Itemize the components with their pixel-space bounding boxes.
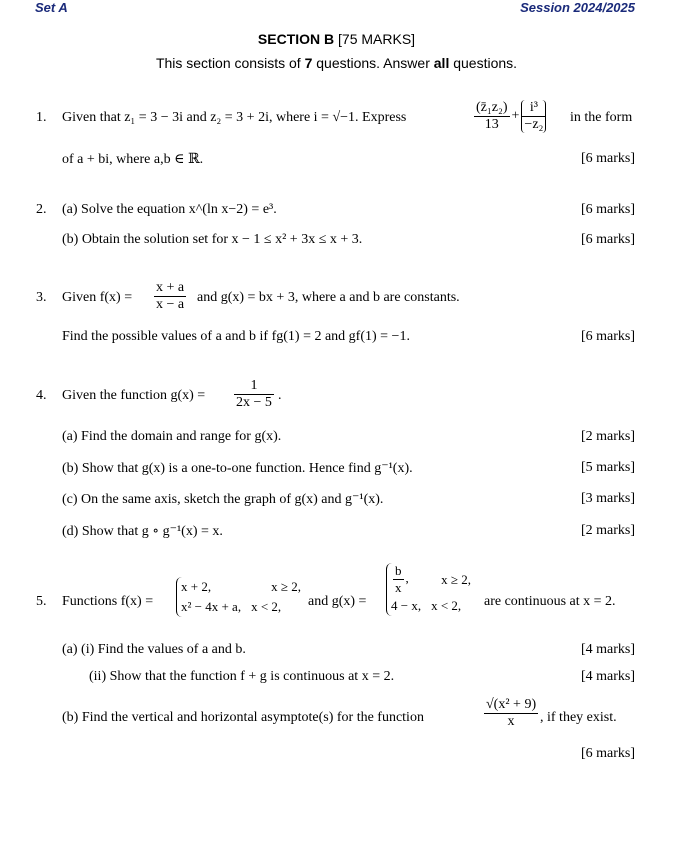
q1-marks: [6 marks] xyxy=(580,151,635,166)
set-label: Set A xyxy=(35,0,68,15)
f-piecewise: x + 2, x ≥ 2, x² − 4x + a, x < 2, xyxy=(176,577,307,617)
q1-frac-2: $\frac{\text{i³}}{\text{−z₂}}$ xyxy=(521,100,546,133)
session-label: Session 2024/2025 xyxy=(520,0,635,15)
section-intro: This section consists of 7 questions. Answer all questions. xyxy=(155,55,518,71)
question-5: 5. Functions f(x) = x + 2, x ≥ 2, x² − 4x + a, x < 2, and g(x) = $\frac{b}{x}$ , x ≥ 2, 4 − x, x < 2, are continuous at x = 2. xyxy=(0,575,673,635)
g-piecewise: $\frac{b}{x}$ , x ≥ 2, 4 − x, x < 2, xyxy=(386,563,477,616)
section-title: SECTION B [75 MARKS] xyxy=(257,31,416,47)
q1-frac-1: $\frac{\text{(z̄₁z₂)}}{13}$ xyxy=(476,100,508,132)
